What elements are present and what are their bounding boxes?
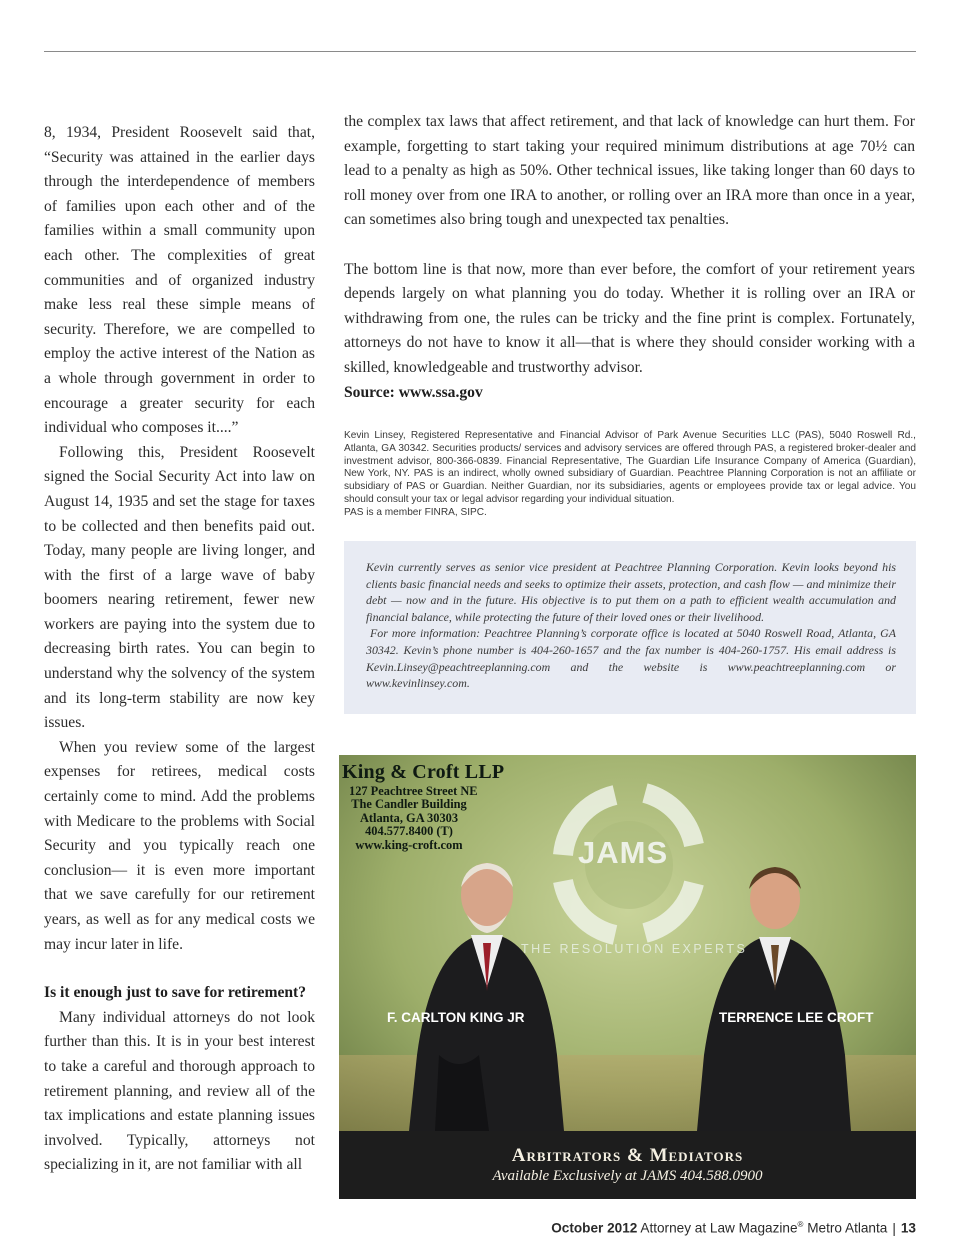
ad-banner bbox=[339, 1131, 916, 1199]
left-paragraph-1: 8, 1934, President Roosevelt said that, “Security was attained in the earlier days through the interdependence of members of families upon each other and of the families within a small community upon each other. The complexities of great communities and of organized industry make less real these simple means of security. Therefore, we are compelled to employ the active interest of the Nation as a whole through government in order to encourage a greater security for each individual who composes it....” bbox=[44, 124, 315, 437]
ad-address-line: The Candler Building bbox=[351, 797, 467, 812]
left-paragraph-4: Many individual attorneys do not look further than this. It is in your best interest to take a careful and thorough approach to retirement planning, and review all of the tax implications and estate planning issues involved. Typically, attorneys not specializing in it, are not familiar with all bbox=[44, 1008, 315, 1174]
footer-registered: ® bbox=[797, 1220, 804, 1229]
page-number: 13 bbox=[900, 1220, 916, 1236]
ad-banner-subtitle: Available Exclusively at JAMS 404.588.0900 bbox=[492, 1168, 763, 1184]
ad-address-line: Atlanta, GA 30303 bbox=[359, 810, 459, 825]
person-right-name: TERRENCE LEE CROFT bbox=[719, 1010, 874, 1025]
ad-address-line: 127 Peachtree Street NE bbox=[349, 784, 478, 798]
footer-edition: Metro Atlanta bbox=[807, 1220, 888, 1236]
ad-banner-title: Arbitrators & Mediators bbox=[511, 1145, 744, 1166]
disclaimer-finra: PAS is a member FINRA, SIPC. bbox=[344, 506, 487, 518]
jams-tagline: THE RESOLUTION EXPERTS bbox=[521, 942, 748, 956]
top-rule bbox=[44, 51, 916, 52]
footer-magazine: Attorney at Law Magazine bbox=[640, 1220, 798, 1236]
author-bio-box bbox=[344, 541, 916, 714]
source-line: Source: www.ssa.gov bbox=[344, 383, 483, 401]
left-article-column bbox=[44, 121, 315, 1178]
section-heading: Is it enough just to save for retirement? bbox=[44, 984, 307, 1002]
person-left-name: F. CARLTON KING JR bbox=[387, 1010, 525, 1025]
right-paragraph-1: the complex tax laws that affect retirement, and that lack of knowledge can hurt them. For example, forgetting to start taking your required minimum distributions at age 70½ can lead to a penalty as high as 50%. Other technical issues, like taking longer than 60 days to roll money over from one IRA to another, or rolling over an IRA more than once in a year, can sometimes also bring tough and unexpected tax penalties. bbox=[344, 113, 915, 229]
ad-firm-address bbox=[349, 784, 478, 852]
footer-separator: | bbox=[892, 1220, 896, 1236]
right-paragraph-2: The bottom line is that now, more than ever before, the comfort of your retirement years depends largely on what planning you do today. Whether it is rolling over an IRA or withdrawing from one, the rules can be tricky and the fine print is complex. Fortunately, attorneys do not have to know it all—that is where they should consider working with a skilled, knowledgeable and trustworthy advisor. bbox=[344, 260, 915, 376]
ad-address-line: www.king-croft.com bbox=[355, 837, 463, 852]
left-paragraph-3: When you review some of the largest expenses for retirees, medical costs certainly come to mind. Add the problems with Medicare to the problems with Social Security and you typically reach one conclusion— it is even more important that we save carefully for our retirement years, as well as for any medical costs we may incur later in life. bbox=[44, 738, 315, 953]
footer-issue: October 2012 bbox=[551, 1220, 638, 1236]
ad-firm-name: King & Croft LLP bbox=[342, 761, 505, 783]
left-paragraph-2: Following this, President Roosevelt signed the Social Security Act into law on August 14, 1935 and set the stage for taxes to be collected and then benefits paid out. Today, many people are living longer, and with the first of a large wave of baby boomers nearing retirement, fewer new workers are paying into the system due to decreasing birth rates. You can begin to understand why the solvency of the system and its long-term stability are now key issues. bbox=[44, 443, 315, 732]
right-article-column bbox=[344, 110, 915, 405]
page-footer bbox=[551, 1220, 916, 1236]
bio-contact: For more information: Peachtree Planning’s corporate office is located at 5040 Roswell Road, Atlanta, GA 30342. Kevin’s phone number is 404-260-1657 and the fax number is 404-260-1757. His email address is Kevin.Linsey@peachtreeplanning.com and the website is www.peachtreeplanning.com or www.kevinlinsey.com. bbox=[366, 626, 896, 691]
disclaimer bbox=[344, 430, 916, 520]
ad-address-line: 404.577.8400 (T) bbox=[365, 824, 453, 839]
king-croft-advertisement bbox=[339, 755, 916, 1199]
disclaimer-text: Kevin Linsey, Registered Representative and Financial Advisor of Park Avenue Securities LLC (PAS), 5040 Roswell Rd., Atlanta, GA 30342. Securities products/ services and advisory services are offered through PAS, a registered broker-dealer and investment advisor, 800-366-0839. Financial Representative, The Guardian Life Insurance Company of America (Guardian), New York, NY. PAS is an indirect, wholly owned subsidiary of Guardian. Peachtree Planning Corporation is not an affiliate or subsidiary of PAS or Guardian. Neither Guardian, nor its subsidiaries, agents or employees provide tax or legal advice. You should consult your tax or legal advisor regarding your individual situation. bbox=[344, 430, 916, 505]
bio-text: Kevin currently serves as senior vice president at Peachtree Planning Corporation. Kevin looks beyond his clients basic financial needs and seeks to optimize their assets, protection, and cash flow — and minimize their debt — now and in the future. His objective is to put them on a path to efficient wealth accumulation and financial balance, while protecting the future of their loved ones or their livelihood. bbox=[366, 560, 896, 624]
jams-logo-text: JAMS bbox=[578, 835, 669, 870]
